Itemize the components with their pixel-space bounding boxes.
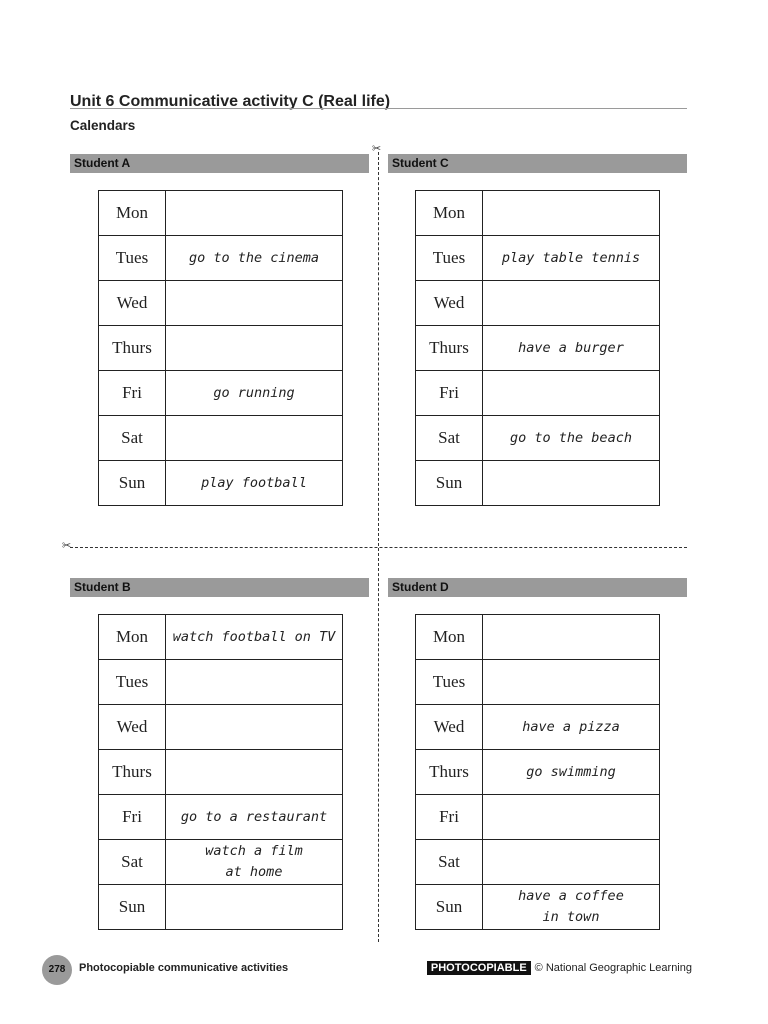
calendar-row (416, 461, 660, 506)
activity-cell: go to the beach (483, 416, 660, 461)
day-cell: Thurs (416, 326, 483, 371)
day-cell: Sat (416, 840, 483, 885)
day-cell: Wed (99, 705, 166, 750)
activity-cell (166, 281, 343, 326)
student-a-calendar (98, 190, 343, 506)
activity-cell: have a coffee in town (483, 885, 660, 930)
calendar-row (99, 885, 343, 930)
calendar-row (99, 281, 343, 326)
calendar-row (99, 416, 343, 461)
scissors-icon: ✂ (62, 540, 72, 552)
activity-cell: go running (166, 371, 343, 416)
student-a-bar: Student A (70, 154, 369, 173)
day-cell: Mon (99, 191, 166, 236)
student-c-bar: Student C (388, 154, 687, 173)
day-cell: Sat (416, 416, 483, 461)
student-b-bar: Student B (70, 578, 369, 597)
activity-cell: go to the cinema (166, 236, 343, 281)
activity-cell: have a pizza (483, 705, 660, 750)
day-cell: Tues (99, 236, 166, 281)
day-cell: Tues (416, 236, 483, 281)
calendar-row (99, 371, 343, 416)
calendar-row (99, 461, 343, 506)
photocopiable-badge: PHOTOCOPIABLE (427, 961, 531, 975)
calendar-row (416, 795, 660, 840)
activity-cell (483, 795, 660, 840)
activity-cell (483, 461, 660, 506)
student-d-bar: Student D (388, 578, 687, 597)
page-number: 278 (42, 955, 72, 985)
footer-copyright-block (427, 961, 692, 975)
day-cell: Tues (416, 660, 483, 705)
footer-section-label: Photocopiable communicative activities (79, 962, 289, 974)
calendar-row (99, 236, 343, 281)
calendar-row (99, 326, 343, 371)
calendar-row (99, 615, 343, 660)
day-cell: Sun (416, 461, 483, 506)
calendar-row (416, 191, 660, 236)
day-cell: Wed (416, 281, 483, 326)
day-cell: Thurs (99, 750, 166, 795)
page-title: Unit 6 Communicative activity C (Real life) (70, 93, 391, 110)
calendar-row (416, 281, 660, 326)
activity-cell: watch football on TV (166, 615, 343, 660)
activity-cell (166, 750, 343, 795)
title-rule (70, 108, 687, 109)
day-cell: Sat (99, 416, 166, 461)
day-cell: Tues (99, 660, 166, 705)
student-b-calendar (98, 614, 343, 930)
activity-cell: go to a restaurant (166, 795, 343, 840)
calendar-row (416, 236, 660, 281)
scissors-icon: ✂ (372, 143, 382, 155)
student-c-calendar (415, 190, 660, 506)
day-cell: Fri (416, 795, 483, 840)
activity-cell: go swimming (483, 750, 660, 795)
day-cell: Fri (416, 371, 483, 416)
calendar-row (99, 705, 343, 750)
calendar-row (416, 416, 660, 461)
activity-cell (166, 885, 343, 930)
day-cell: Thurs (416, 750, 483, 795)
calendar-row (99, 840, 343, 885)
activity-cell: watch a film at home (166, 840, 343, 885)
day-cell: Sun (99, 461, 166, 506)
calendar-row (416, 326, 660, 371)
activity-cell (483, 840, 660, 885)
calendar-row (416, 840, 660, 885)
day-cell: Mon (416, 191, 483, 236)
student-d-calendar (415, 614, 660, 930)
day-cell: Thurs (99, 326, 166, 371)
activity-cell (483, 191, 660, 236)
day-cell: Fri (99, 371, 166, 416)
calendar-row (416, 371, 660, 416)
calendar-row (416, 615, 660, 660)
calendar-row (416, 660, 660, 705)
activity-cell (166, 416, 343, 461)
activity-cell (166, 660, 343, 705)
calendar-row (99, 750, 343, 795)
activity-cell (166, 191, 343, 236)
calendar-row (99, 660, 343, 705)
day-cell: Sun (99, 885, 166, 930)
calendar-row (416, 705, 660, 750)
activity-cell (483, 281, 660, 326)
activity-cell (483, 615, 660, 660)
calendar-row (99, 191, 343, 236)
calendar-row (99, 795, 343, 840)
day-cell: Wed (416, 705, 483, 750)
copyright-text: © National Geographic Learning (534, 962, 692, 974)
day-cell: Sun (416, 885, 483, 930)
calendar-row (416, 885, 660, 930)
calendar-row (416, 750, 660, 795)
day-cell: Fri (99, 795, 166, 840)
activity-cell (166, 705, 343, 750)
activity-cell: play table tennis (483, 236, 660, 281)
day-cell: Sat (99, 840, 166, 885)
horizontal-cut-line (70, 547, 687, 548)
activity-cell (166, 326, 343, 371)
day-cell: Mon (99, 615, 166, 660)
day-cell: Mon (416, 615, 483, 660)
activity-cell (483, 371, 660, 416)
day-cell: Wed (99, 281, 166, 326)
page-subtitle: Calendars (70, 118, 136, 133)
activity-cell: play football (166, 461, 343, 506)
activity-cell (483, 660, 660, 705)
activity-cell: have a burger (483, 326, 660, 371)
